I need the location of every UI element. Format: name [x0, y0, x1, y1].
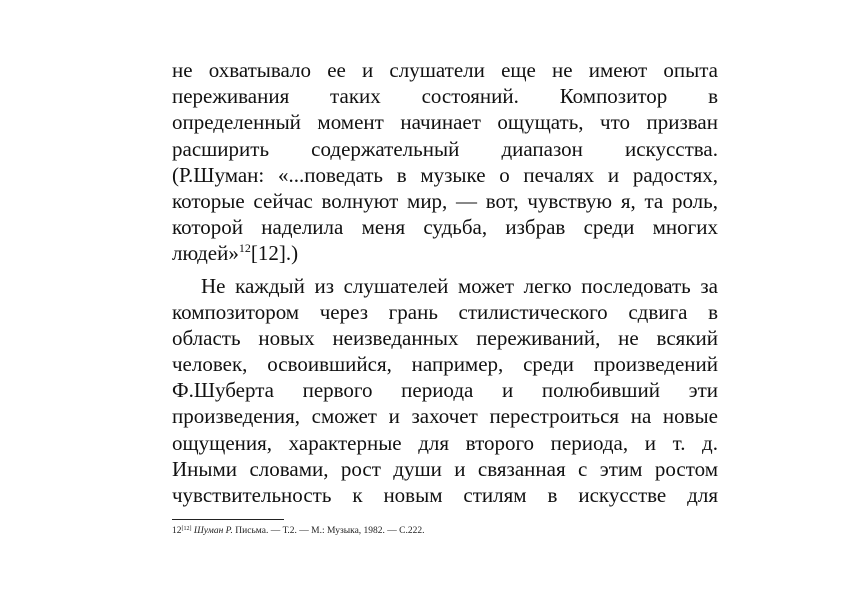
- text-line: расширить содержательный диапазон искусства.: [172, 136, 718, 161]
- footnote-author: Шуман Р.: [193, 526, 233, 536]
- text-line: ощущения, характерные для второго периода, и т. д.: [172, 430, 718, 455]
- footnote-text: Письма. — Т.2. — М.: Музыка, 1982. — С.222.: [232, 526, 425, 536]
- body-text: [172, 57, 718, 508]
- text-line: композитором через грань стилистического сдвига в: [172, 299, 718, 324]
- text-line: которые сейчас волнуют мир, — вот, чувствую я, та роль,: [172, 188, 718, 213]
- footnote-reference: [12]: [181, 526, 192, 532]
- text-line: (Р.Шуман: «...поведать в музыке о печалях и радостях,: [172, 162, 718, 187]
- paragraph: [172, 273, 718, 509]
- text-line: человек, освоившийся, например, среди произведений: [172, 352, 718, 377]
- text-line: произведения, сможет и захочет перестроиться на новые: [172, 404, 718, 429]
- text-line: определенный момент начинает ощущать, что призван: [172, 110, 718, 135]
- text-line: Не каждый из слушателей может легко последовать за: [201, 273, 718, 298]
- text-line: чувствительность к новым стилям в искусстве для: [172, 483, 718, 507]
- text-fragment: [12].): [250, 241, 299, 266]
- text-line: которой наделила меня судьба, избрав среди многих: [172, 215, 718, 240]
- text-line: Иными словами, рост души и связанная с этим ростом: [172, 456, 718, 481]
- text-line: переживания таких состояний. Композитор в: [172, 84, 718, 109]
- text-line: Ф.Шуберта первого периода и полюбивший эти: [172, 378, 718, 403]
- paragraph: [172, 57, 718, 267]
- footnote-number: 12: [172, 526, 182, 536]
- text-line: область новых неизведанных переживаний, не всякий: [172, 325, 718, 350]
- text-fragment: людей»: [172, 241, 239, 266]
- text-line: [172, 240, 718, 266]
- footnote: [172, 525, 425, 537]
- footnote-separator: [172, 519, 284, 520]
- footnote-marker[interactable]: 12: [238, 241, 251, 256]
- text-line: не охватывало ее и слушатели еще не имеют опыта: [172, 58, 718, 82]
